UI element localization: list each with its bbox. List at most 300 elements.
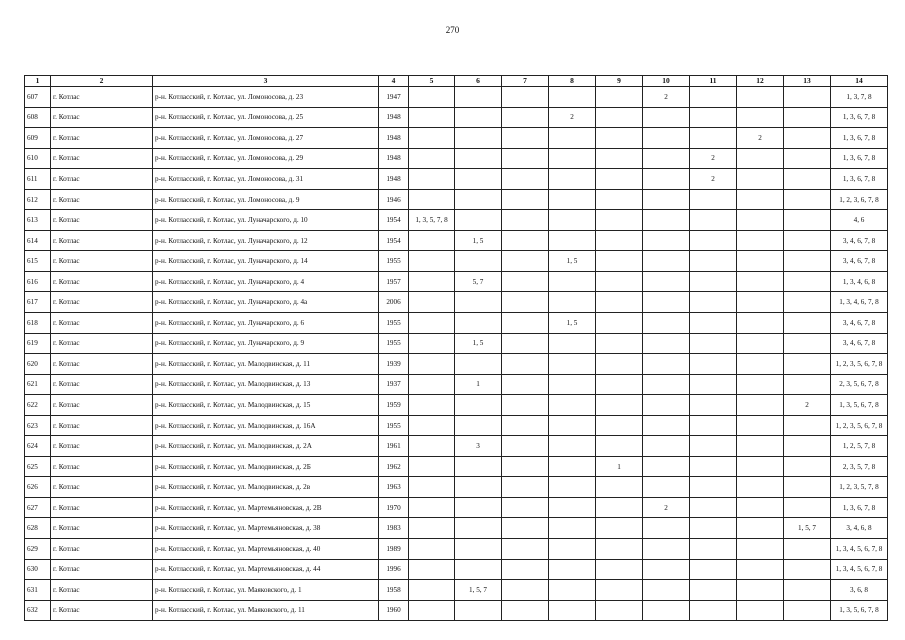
cell-col-7 xyxy=(502,354,549,375)
cell-col-3: р-н. Котласский, г. Котлас, ул. Луначарского, д. 9 xyxy=(153,333,379,354)
table-row xyxy=(25,374,888,395)
cell-col-10 xyxy=(643,148,690,169)
cell-col-11 xyxy=(690,313,737,334)
cell-col-13 xyxy=(784,148,831,169)
column-header-6: 6 xyxy=(455,76,502,87)
cell-col-4: 1958 xyxy=(379,580,409,601)
cell-col-2: г. Котлас xyxy=(51,230,153,251)
cell-col-4: 1955 xyxy=(379,251,409,272)
cell-col-12 xyxy=(737,354,784,375)
cell-col-11 xyxy=(690,210,737,231)
cell-col-14: 2, 3, 5, 6, 7, 8 xyxy=(831,374,888,395)
cell-col-13: 1, 5, 7 xyxy=(784,518,831,539)
cell-col-13 xyxy=(784,107,831,128)
cell-col-1: 632 xyxy=(25,600,51,621)
cell-col-1: 630 xyxy=(25,559,51,580)
cell-col-7 xyxy=(502,271,549,292)
table-row xyxy=(25,169,888,190)
cell-col-13 xyxy=(784,539,831,560)
cell-col-13 xyxy=(784,210,831,231)
cell-col-3: р-н. Котласский, г. Котлас, ул. Мартемьяновская, д. 2В xyxy=(153,497,379,518)
table-row xyxy=(25,497,888,518)
cell-col-4: 1948 xyxy=(379,148,409,169)
cell-col-11 xyxy=(690,580,737,601)
cell-col-2: г. Котлас xyxy=(51,580,153,601)
cell-col-2: г. Котлас xyxy=(51,148,153,169)
cell-col-1: 618 xyxy=(25,313,51,334)
page-number: 270 xyxy=(445,25,460,35)
cell-col-11 xyxy=(690,271,737,292)
cell-col-5 xyxy=(409,395,455,416)
cell-col-3: р-н. Котласский, г. Котлас, ул. Мартемьяновская, д. 44 xyxy=(153,559,379,580)
cell-col-7 xyxy=(502,87,549,108)
column-header-5: 5 xyxy=(409,76,455,87)
cell-col-8 xyxy=(549,415,596,436)
cell-col-10 xyxy=(643,189,690,210)
cell-col-10 xyxy=(643,128,690,149)
cell-col-13 xyxy=(784,87,831,108)
cell-col-10 xyxy=(643,210,690,231)
cell-col-10 xyxy=(643,374,690,395)
cell-col-5 xyxy=(409,87,455,108)
cell-col-8 xyxy=(549,374,596,395)
cell-col-12 xyxy=(737,374,784,395)
cell-col-8 xyxy=(549,189,596,210)
cell-col-1: 623 xyxy=(25,415,51,436)
cell-col-14: 1, 3, 7, 8 xyxy=(831,87,888,108)
cell-col-7 xyxy=(502,415,549,436)
cell-col-11 xyxy=(690,354,737,375)
column-header-10: 10 xyxy=(643,76,690,87)
cell-col-12 xyxy=(737,456,784,477)
cell-col-1: 626 xyxy=(25,477,51,498)
cell-col-14: 1, 3, 6, 7, 8 xyxy=(831,169,888,190)
cell-col-1: 625 xyxy=(25,456,51,477)
cell-col-9 xyxy=(596,415,643,436)
cell-col-13 xyxy=(784,559,831,580)
cell-col-8 xyxy=(549,600,596,621)
cell-col-3: р-н. Котласский, г. Котлас, ул. Ломоносова, д. 29 xyxy=(153,148,379,169)
cell-col-9 xyxy=(596,497,643,518)
cell-col-4: 1939 xyxy=(379,354,409,375)
cell-col-5 xyxy=(409,107,455,128)
cell-col-14: 1, 3, 4, 6, 8 xyxy=(831,271,888,292)
cell-col-7 xyxy=(502,436,549,457)
cell-col-4: 1955 xyxy=(379,333,409,354)
cell-col-10 xyxy=(643,600,690,621)
cell-col-8 xyxy=(549,128,596,149)
cell-col-1: 613 xyxy=(25,210,51,231)
cell-col-6 xyxy=(455,189,502,210)
cell-col-3: р-н. Котласский, г. Котлас, ул. Ломоносова, д. 23 xyxy=(153,87,379,108)
cell-col-3: р-н. Котласский, г. Котлас, ул. Малодвинская, д. 2А xyxy=(153,436,379,457)
cell-col-1: 621 xyxy=(25,374,51,395)
cell-col-11: 2 xyxy=(690,169,737,190)
cell-col-13 xyxy=(784,477,831,498)
cell-col-14: 3, 4, 6, 7, 8 xyxy=(831,251,888,272)
cell-col-7 xyxy=(502,497,549,518)
cell-col-11 xyxy=(690,518,737,539)
cell-col-1: 617 xyxy=(25,292,51,313)
cell-col-6 xyxy=(455,559,502,580)
cell-col-6 xyxy=(455,313,502,334)
cell-col-12 xyxy=(737,148,784,169)
column-header-9: 9 xyxy=(596,76,643,87)
cell-col-6 xyxy=(455,87,502,108)
cell-col-7 xyxy=(502,374,549,395)
cell-col-11: 2 xyxy=(690,148,737,169)
cell-col-5 xyxy=(409,333,455,354)
table-row xyxy=(25,87,888,108)
cell-col-1: 631 xyxy=(25,580,51,601)
cell-col-6 xyxy=(455,128,502,149)
cell-col-13 xyxy=(784,497,831,518)
cell-col-8 xyxy=(549,456,596,477)
cell-col-3: р-н. Котласский, г. Котлас, ул. Малодвинская, д. 2в xyxy=(153,477,379,498)
cell-col-6 xyxy=(455,415,502,436)
cell-col-14: 1, 3, 4, 6, 7, 8 xyxy=(831,292,888,313)
cell-col-10: 2 xyxy=(643,497,690,518)
cell-col-14: 1, 3, 6, 7, 8 xyxy=(831,148,888,169)
cell-col-5 xyxy=(409,559,455,580)
cell-col-4: 1937 xyxy=(379,374,409,395)
cell-col-8 xyxy=(549,559,596,580)
cell-col-4: 1970 xyxy=(379,497,409,518)
cell-col-9 xyxy=(596,169,643,190)
cell-col-13 xyxy=(784,230,831,251)
cell-col-11 xyxy=(690,395,737,416)
cell-col-4: 1960 xyxy=(379,600,409,621)
cell-col-5 xyxy=(409,518,455,539)
cell-col-11 xyxy=(690,128,737,149)
cell-col-9 xyxy=(596,518,643,539)
cell-col-10 xyxy=(643,169,690,190)
column-header-4: 4 xyxy=(379,76,409,87)
cell-col-3: р-н. Котласский, г. Котлас, ул. Мартемьяновская, д. 38 xyxy=(153,518,379,539)
cell-col-7 xyxy=(502,292,549,313)
table-row xyxy=(25,230,888,251)
column-header-12: 12 xyxy=(737,76,784,87)
cell-col-1: 614 xyxy=(25,230,51,251)
cell-col-10 xyxy=(643,456,690,477)
cell-col-14: 1, 3, 4, 5, 6, 7, 8 xyxy=(831,539,888,560)
cell-col-10 xyxy=(643,477,690,498)
cell-col-12 xyxy=(737,395,784,416)
cell-col-5 xyxy=(409,189,455,210)
cell-col-3: р-н. Котласский, г. Котлас, ул. Малодвинская, д. 15 xyxy=(153,395,379,416)
cell-col-14: 1, 2, 3, 5, 7, 8 xyxy=(831,477,888,498)
cell-col-7 xyxy=(502,518,549,539)
cell-col-13 xyxy=(784,580,831,601)
cell-col-9 xyxy=(596,354,643,375)
cell-col-2: г. Котлас xyxy=(51,559,153,580)
cell-col-13 xyxy=(784,251,831,272)
cell-col-9 xyxy=(596,292,643,313)
cell-col-3: р-н. Котласский, г. Котлас, ул. Луначарского, д. 14 xyxy=(153,251,379,272)
cell-col-2: г. Котлас xyxy=(51,539,153,560)
cell-col-4: 1948 xyxy=(379,107,409,128)
cell-col-1: 608 xyxy=(25,107,51,128)
cell-col-13 xyxy=(784,313,831,334)
cell-col-12 xyxy=(737,292,784,313)
cell-col-11 xyxy=(690,539,737,560)
cell-col-1: 624 xyxy=(25,436,51,457)
cell-col-7 xyxy=(502,107,549,128)
cell-col-10 xyxy=(643,292,690,313)
cell-col-2: г. Котлас xyxy=(51,518,153,539)
cell-col-9 xyxy=(596,148,643,169)
cell-col-1: 616 xyxy=(25,271,51,292)
cell-col-12 xyxy=(737,169,784,190)
cell-col-12 xyxy=(737,600,784,621)
cell-col-8 xyxy=(549,518,596,539)
cell-col-14: 1, 3, 5, 6, 7, 8 xyxy=(831,395,888,416)
cell-col-11 xyxy=(690,436,737,457)
cell-col-13: 2 xyxy=(784,395,831,416)
cell-col-3: р-н. Котласский, г. Котлас, ул. Ломоносова, д. 27 xyxy=(153,128,379,149)
column-header-14: 14 xyxy=(831,76,888,87)
cell-col-7 xyxy=(502,477,549,498)
cell-col-9 xyxy=(596,128,643,149)
cell-col-14: 3, 4, 6, 7, 8 xyxy=(831,313,888,334)
cell-col-1: 629 xyxy=(25,539,51,560)
cell-col-5 xyxy=(409,456,455,477)
cell-col-2: г. Котлас xyxy=(51,189,153,210)
cell-col-4: 1947 xyxy=(379,87,409,108)
cell-col-12 xyxy=(737,415,784,436)
cell-col-10 xyxy=(643,271,690,292)
cell-col-5 xyxy=(409,436,455,457)
cell-col-1: 612 xyxy=(25,189,51,210)
cell-col-6 xyxy=(455,210,502,231)
cell-col-12: 2 xyxy=(737,128,784,149)
cell-col-12 xyxy=(737,210,784,231)
cell-col-10: 2 xyxy=(643,87,690,108)
cell-col-9 xyxy=(596,539,643,560)
cell-col-2: г. Котлас xyxy=(51,395,153,416)
cell-col-2: г. Котлас xyxy=(51,497,153,518)
table-row xyxy=(25,477,888,498)
cell-col-8: 1, 5 xyxy=(549,251,596,272)
cell-col-4: 1955 xyxy=(379,415,409,436)
column-header-8: 8 xyxy=(549,76,596,87)
cell-col-11 xyxy=(690,374,737,395)
cell-col-4: 1955 xyxy=(379,313,409,334)
cell-col-1: 628 xyxy=(25,518,51,539)
cell-col-7 xyxy=(502,148,549,169)
cell-col-6 xyxy=(455,251,502,272)
cell-col-8 xyxy=(549,292,596,313)
table-row xyxy=(25,518,888,539)
table-row xyxy=(25,251,888,272)
cell-col-12 xyxy=(737,107,784,128)
cell-col-7 xyxy=(502,456,549,477)
cell-col-6: 5, 7 xyxy=(455,271,502,292)
cell-col-2: г. Котлас xyxy=(51,169,153,190)
cell-col-5 xyxy=(409,169,455,190)
cell-col-7 xyxy=(502,600,549,621)
cell-col-4: 1983 xyxy=(379,518,409,539)
table-row xyxy=(25,559,888,580)
cell-col-10 xyxy=(643,354,690,375)
cell-col-4: 1959 xyxy=(379,395,409,416)
table-body xyxy=(25,87,888,621)
cell-col-13 xyxy=(784,333,831,354)
cell-col-6: 1, 5 xyxy=(455,230,502,251)
column-header-3: 3 xyxy=(153,76,379,87)
cell-col-2: г. Котлас xyxy=(51,251,153,272)
cell-col-14: 4, 6 xyxy=(831,210,888,231)
cell-col-12 xyxy=(737,333,784,354)
cell-col-2: г. Котлас xyxy=(51,87,153,108)
cell-col-7 xyxy=(502,128,549,149)
cell-col-3: р-н. Котласский, г. Котлас, ул. Луначарского, д. 10 xyxy=(153,210,379,231)
cell-col-5 xyxy=(409,580,455,601)
cell-col-9 xyxy=(596,374,643,395)
cell-col-8: 1, 5 xyxy=(549,313,596,334)
table-row xyxy=(25,600,888,621)
cell-col-6 xyxy=(455,456,502,477)
cell-col-10 xyxy=(643,313,690,334)
table-row xyxy=(25,333,888,354)
cell-col-10 xyxy=(643,333,690,354)
cell-col-2: г. Котлас xyxy=(51,354,153,375)
cell-col-13 xyxy=(784,292,831,313)
cell-col-11 xyxy=(690,292,737,313)
cell-col-10 xyxy=(643,518,690,539)
cell-col-9 xyxy=(596,559,643,580)
cell-col-10 xyxy=(643,559,690,580)
cell-col-4: 1961 xyxy=(379,436,409,457)
cell-col-14: 3, 4, 6, 7, 8 xyxy=(831,230,888,251)
cell-col-4: 1954 xyxy=(379,230,409,251)
cell-col-12 xyxy=(737,477,784,498)
cell-col-5 xyxy=(409,271,455,292)
cell-col-3: р-н. Котласский, г. Котлас, ул. Маяковского, д. 11 xyxy=(153,600,379,621)
cell-col-6 xyxy=(455,518,502,539)
cell-col-1: 622 xyxy=(25,395,51,416)
cell-col-13 xyxy=(784,456,831,477)
table-row xyxy=(25,580,888,601)
cell-col-4: 1948 xyxy=(379,169,409,190)
cell-col-2: г. Котлас xyxy=(51,210,153,231)
cell-col-11 xyxy=(690,251,737,272)
cell-col-4: 1989 xyxy=(379,539,409,560)
cell-col-8 xyxy=(549,271,596,292)
cell-col-9 xyxy=(596,230,643,251)
cell-col-11 xyxy=(690,477,737,498)
cell-col-5 xyxy=(409,230,455,251)
cell-col-6 xyxy=(455,395,502,416)
cell-col-11 xyxy=(690,600,737,621)
cell-col-5 xyxy=(409,539,455,560)
cell-col-10 xyxy=(643,539,690,560)
cell-col-6: 3 xyxy=(455,436,502,457)
cell-col-9 xyxy=(596,271,643,292)
cell-col-8 xyxy=(549,436,596,457)
cell-col-14: 2, 3, 5, 7, 8 xyxy=(831,456,888,477)
cell-col-14: 1, 2, 5, 7, 8 xyxy=(831,436,888,457)
cell-col-1: 627 xyxy=(25,497,51,518)
cell-col-7 xyxy=(502,230,549,251)
table-row xyxy=(25,456,888,477)
cell-col-4: 1962 xyxy=(379,456,409,477)
cell-col-2: г. Котлас xyxy=(51,415,153,436)
cell-col-5 xyxy=(409,251,455,272)
cell-col-6: 1 xyxy=(455,374,502,395)
cell-col-13 xyxy=(784,128,831,149)
cell-col-3: р-н. Котласский, г. Котлас, ул. Ломоносова, д. 25 xyxy=(153,107,379,128)
cell-col-2: г. Котлас xyxy=(51,333,153,354)
cell-col-10 xyxy=(643,230,690,251)
cell-col-5: 1, 3, 5, 7, 8 xyxy=(409,210,455,231)
cell-col-5 xyxy=(409,292,455,313)
cell-col-5 xyxy=(409,354,455,375)
cell-col-8 xyxy=(549,539,596,560)
cell-col-7 xyxy=(502,559,549,580)
table-header xyxy=(25,76,888,87)
cell-col-5 xyxy=(409,497,455,518)
cell-col-7 xyxy=(502,395,549,416)
cell-col-8 xyxy=(549,477,596,498)
table-row xyxy=(25,354,888,375)
cell-col-9 xyxy=(596,87,643,108)
cell-col-9 xyxy=(596,210,643,231)
cell-col-2: г. Котлас xyxy=(51,271,153,292)
cell-col-11 xyxy=(690,456,737,477)
cell-col-5 xyxy=(409,374,455,395)
cell-col-14: 3, 4, 6, 7, 8 xyxy=(831,333,888,354)
cell-col-8 xyxy=(549,580,596,601)
cell-col-5 xyxy=(409,313,455,334)
cell-col-4: 1946 xyxy=(379,189,409,210)
column-header-7: 7 xyxy=(502,76,549,87)
cell-col-3: р-н. Котласский, г. Котлас, ул. Мартемьяновская, д. 40 xyxy=(153,539,379,560)
cell-col-1: 620 xyxy=(25,354,51,375)
cell-col-12 xyxy=(737,497,784,518)
cell-col-5 xyxy=(409,477,455,498)
cell-col-1: 610 xyxy=(25,148,51,169)
cell-col-11 xyxy=(690,230,737,251)
cell-col-8 xyxy=(549,497,596,518)
cell-col-5 xyxy=(409,148,455,169)
cell-col-3: р-н. Котласский, г. Котлас, ул. Луначарского, д. 12 xyxy=(153,230,379,251)
table-row xyxy=(25,436,888,457)
cell-col-4: 1954 xyxy=(379,210,409,231)
cell-col-5 xyxy=(409,415,455,436)
cell-col-14: 1, 2, 3, 6, 7, 8 xyxy=(831,189,888,210)
cell-col-1: 609 xyxy=(25,128,51,149)
table-row xyxy=(25,415,888,436)
cell-col-13 xyxy=(784,436,831,457)
cell-col-3: р-н. Котласский, г. Котлас, ул. Луначарского, д. 4а xyxy=(153,292,379,313)
cell-col-14: 1, 3, 6, 7, 8 xyxy=(831,107,888,128)
cell-col-2: г. Котлас xyxy=(51,292,153,313)
cell-col-13 xyxy=(784,354,831,375)
cell-col-3: р-н. Котласский, г. Котлас, ул. Малодвинская, д. 2Б xyxy=(153,456,379,477)
cell-col-11 xyxy=(690,87,737,108)
table-row xyxy=(25,292,888,313)
cell-col-3: р-н. Котласский, г. Котлас, ул. Ломоносова, д. 31 xyxy=(153,169,379,190)
cell-col-13 xyxy=(784,600,831,621)
cell-col-1: 611 xyxy=(25,169,51,190)
cell-col-7 xyxy=(502,210,549,231)
cell-col-14: 1, 3, 6, 7, 8 xyxy=(831,497,888,518)
column-header-11: 11 xyxy=(690,76,737,87)
cell-col-8 xyxy=(549,148,596,169)
cell-col-12 xyxy=(737,251,784,272)
cell-col-12 xyxy=(737,436,784,457)
